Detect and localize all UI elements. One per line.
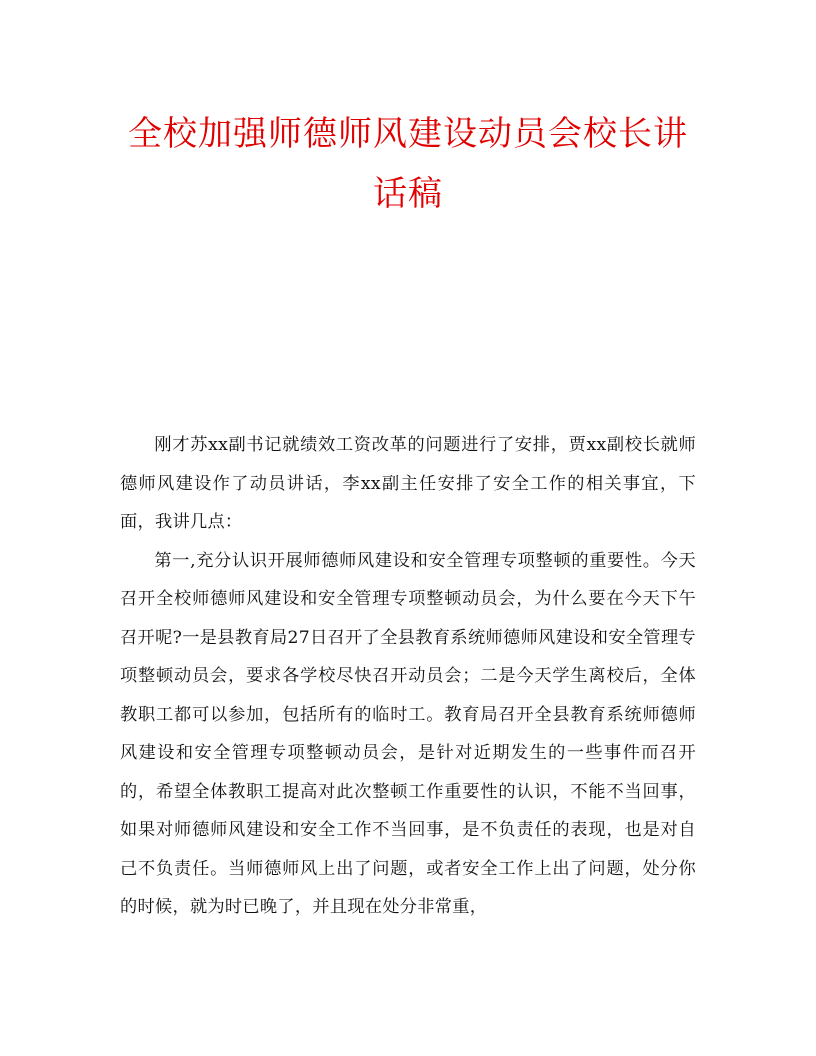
- paragraph-first-point: 第一,充分认识开展师德师风建设和安全管理专项整顿的重要性。今天召开全校师德师风建设和安全管理专项整顿动员会，为什么要在今天下午召开呢?一是县教育局27日召开了全县教育系统师德师风建设和安全管理专项整顿动员会，要求各学校尽快召开动员会；二是今天学生离校后，全体教职工都可以参加，包括所有的临时工。教育局召开全县教育系统师德师风建设和安全管理专项整顿动员会，是针对近期发生的一些事件而召开的，希望全体教职工提高对此次整顿工作重要性的认识，不能不当回事，如果对师德师风建设和安全工作不当回事，是不负责任的表现，也是对自己不负责任。当师德师风上出了问题，或者安全工作上出了问题，处分你的时候，就为时已晚了，并且现在处分非常重，: [120, 550, 696, 917]
- document-title: 全校加强师德师风建设动员会校长讲话稿: [128, 114, 688, 214]
- document-body: [120, 426, 696, 927]
- paragraph-intro: 刚才苏xx副书记就绩效工资改革的问题进行了安排，贾xx副校长就师德师风建设作了动员讲话，李xx副主任安排了安全工作的相关事宜，下面，我讲几点：: [120, 435, 696, 532]
